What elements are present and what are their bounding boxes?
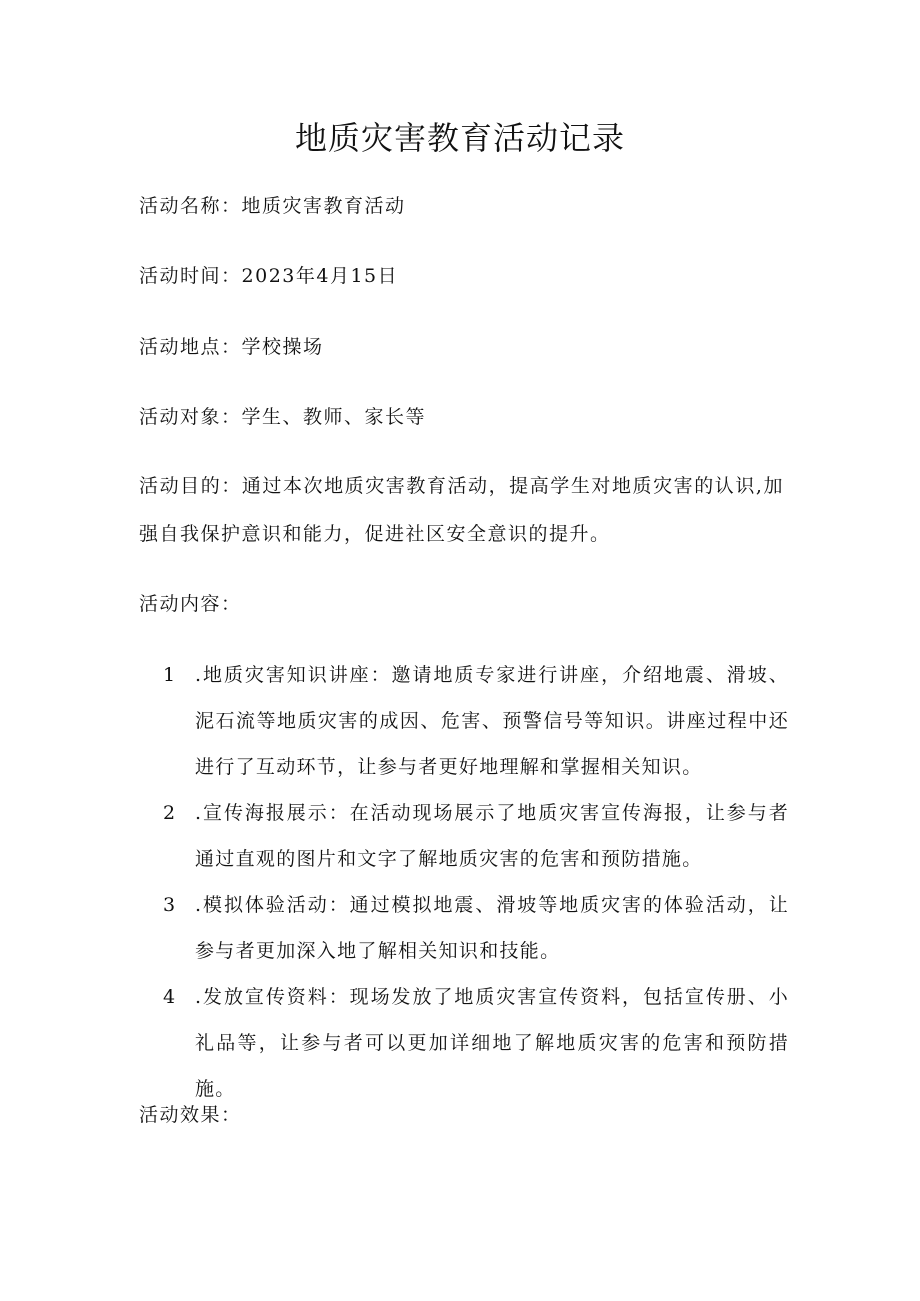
document-title: 地质灾害教育活动记录 (294, 119, 625, 157)
list-item-text: .发放宣传资料：现场发放了地质灾害宣传资料，包括宣传册、小礼品等，让参与者可以更加详细地了解地质灾害的危害和预防措施。 (195, 986, 789, 1100)
list-item-text: .宣传海报展示：在活动现场展示了地质灾害宣传海报，让参与者通过直观的图片和文字了解地质灾害的危害和预防措施。 (195, 802, 789, 870)
field-activity-name (139, 188, 789, 224)
field-value: 2023年4月15日 (241, 265, 399, 287)
list-item (139, 652, 789, 790)
list-item (139, 882, 789, 974)
purpose-label: 活动目的： (139, 475, 242, 497)
list-item-number: 1 (163, 664, 176, 686)
list-item-text: .模拟体验活动：通过模拟地震、滑坡等地质灾害的体验活动，让参与者更加深入地了解相关知识和技能。 (195, 894, 789, 962)
list-item-text: .地质灾害知识讲座：邀请地质专家进行讲座，介绍地震、滑坡、泥石流等地质灾害的成因、危害、预警信号等知识。讲座过程中还进行了互动环节，让参与者更好地理解和掌握相关知识。 (195, 664, 789, 778)
field-activity-audience (139, 399, 789, 435)
activity-content-list (139, 652, 789, 1112)
field-value: 地质灾害教育活动 (241, 195, 406, 217)
field-activity-location (139, 329, 789, 365)
list-item (139, 790, 789, 882)
field-label: 活动时间： (139, 265, 242, 287)
list-item-number: 4 (163, 986, 176, 1008)
list-item-number: 2 (163, 802, 176, 824)
activity-purpose (139, 462, 784, 558)
field-value: 学生、教师、家长等 (241, 406, 427, 428)
activity-effect-heading: 活动效果： (139, 1104, 242, 1126)
list-item (139, 974, 789, 1112)
purpose-value: 通过本次地质灾害教育活动，提高学生对地质灾害的认识,加强自我保护意识和能力，促进社区安全意识的提升。 (139, 475, 784, 545)
field-label: 活动名称： (139, 195, 242, 217)
field-label: 活动对象： (139, 406, 242, 428)
field-value: 学校操场 (241, 336, 324, 358)
field-label: 活动地点： (139, 336, 242, 358)
list-item-number: 3 (163, 894, 176, 916)
field-activity-time (139, 258, 789, 294)
activity-content-heading: 活动内容： (139, 593, 242, 615)
